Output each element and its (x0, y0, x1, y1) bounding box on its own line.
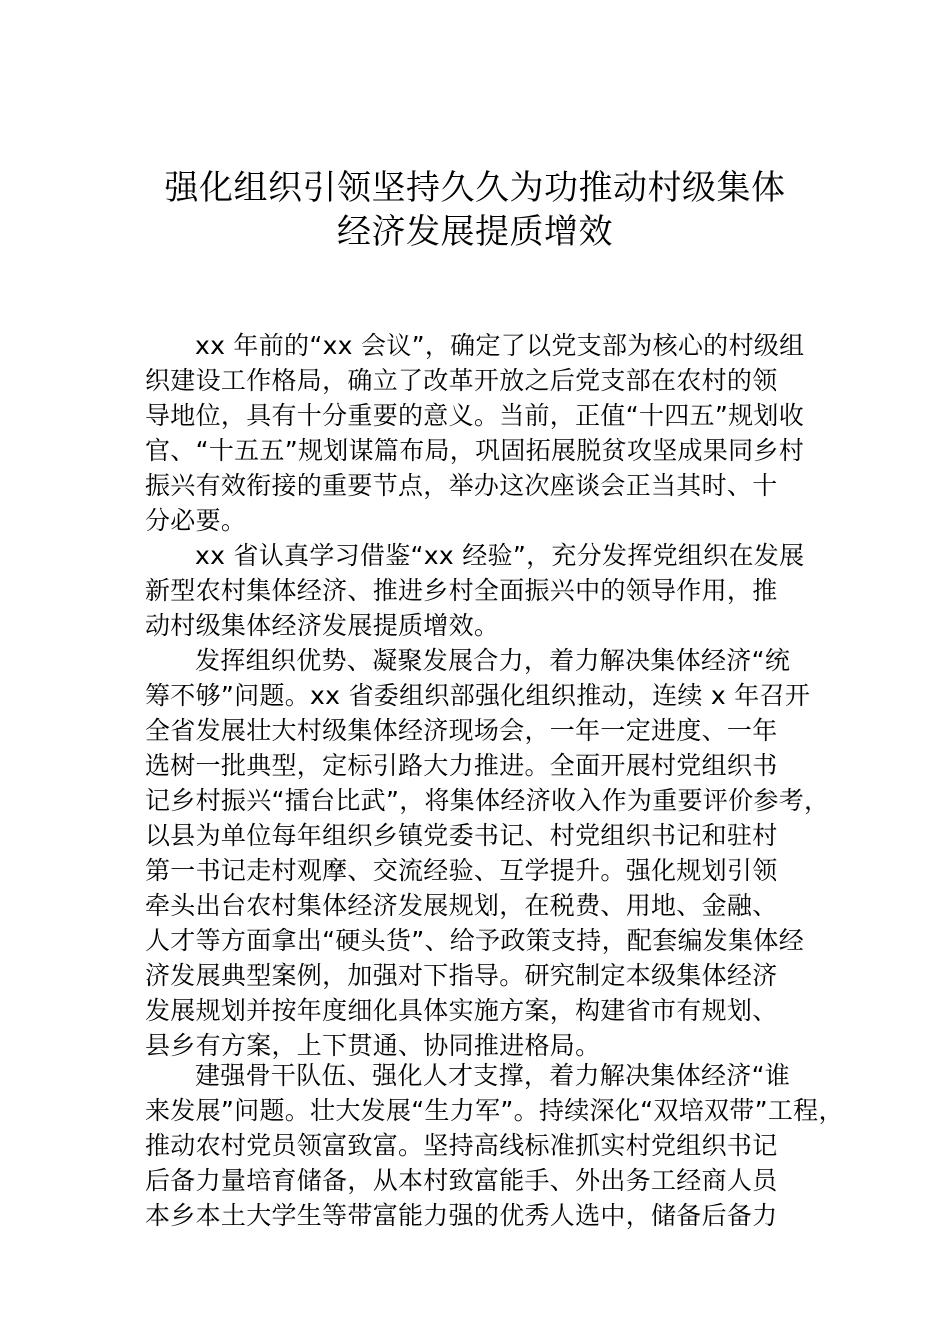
paragraph-line: xx 省认真学习借鉴“xx 经验”，充分发挥党组织在发展 (195, 541, 805, 570)
paragraph-line: 牵头出台农村集体经济发展规划，在税费、用地、金融、 (145, 891, 778, 920)
paragraph-line: 本乡本土大学生等带富能力强的优秀人选中，储备后备力 (145, 1201, 778, 1230)
paragraph-line: 来发展”问题。壮大发展“生力军”。持续深化“双培双带”工程， (145, 1096, 844, 1125)
paragraph-line: 选树一批典型，定标引路大力推进。全面开展村党组织书 (145, 751, 778, 780)
paragraph-line: 记乡村振兴“擂台比武”，将集体经济收入作为重要评价参考， (145, 786, 830, 815)
document-title-line-1: 强化组织引领坚持久久为功推动村级集体 (164, 168, 786, 208)
paragraph-line: 第一书记走村观摩、交流经验、互学提升。强化规划引领 (145, 856, 778, 885)
paragraph-line: 建强骨干队伍、强化人才支撑，着力解决集体经济“谁 (195, 1061, 791, 1090)
document-title-line-2: 经济发展提质增效 (337, 212, 613, 252)
paragraph-line: 动村级集体经济发展提质增效。 (145, 611, 500, 640)
paragraph-line: 织建设工作格局，确立了改革开放之后党支部在农村的领 (145, 366, 778, 395)
paragraph-line: 分必要。 (145, 506, 247, 535)
paragraph-line: 新型农村集体经济、推进乡村全面振兴中的领导作用，推 (145, 576, 778, 605)
paragraph-line: 振兴有效衔接的重要节点，举办这次座谈会正当其时、十 (145, 471, 778, 500)
paragraph-line: 全省发展壮大村级集体经济现场会，一年一定进度、一年 (145, 716, 778, 745)
paragraph-line: 发展规划并按年度细化具体实施方案，构建省市有规划、 (145, 996, 778, 1025)
paragraph-line: 推动农村党员领富致富。坚持高线标准抓实村党组织书记 (145, 1131, 778, 1160)
paragraph-line: 县乡有方案，上下贯通、协同推进格局。 (145, 1031, 601, 1060)
paragraph-line: 后备力量培育储备，从本村致富能手、外出务工经商人员 (145, 1166, 778, 1195)
paragraph-line: 筹不够”问题。xx 省委组织部强化组织推动，连续 x 年召开 (145, 681, 811, 710)
paragraph-line: 济发展典型案例，加强对下指导。研究制定本级集体经济 (145, 961, 778, 990)
paragraph-line: 发挥组织优势、凝聚发展合力，着力解决集体经济“统 (195, 646, 791, 675)
paragraph-line: xx 年前的“xx 会议”，确定了以党支部为核心的村级组 (195, 331, 805, 360)
paragraph-line: 导地位，具有十分重要的意义。当前，正值“十四五”规划收 (145, 401, 805, 430)
paragraph-line: 人才等方面拿出“硬头货”、给予政策支持，配套编发集体经 (145, 926, 805, 955)
paragraph-line: 以县为单位每年组织乡镇党委书记、村党组织书记和驻村 (145, 821, 778, 850)
paragraph-line: 官、“十五五”规划谋篇布局，巩固拓展脱贫攻坚成果同乡村 (145, 436, 805, 465)
